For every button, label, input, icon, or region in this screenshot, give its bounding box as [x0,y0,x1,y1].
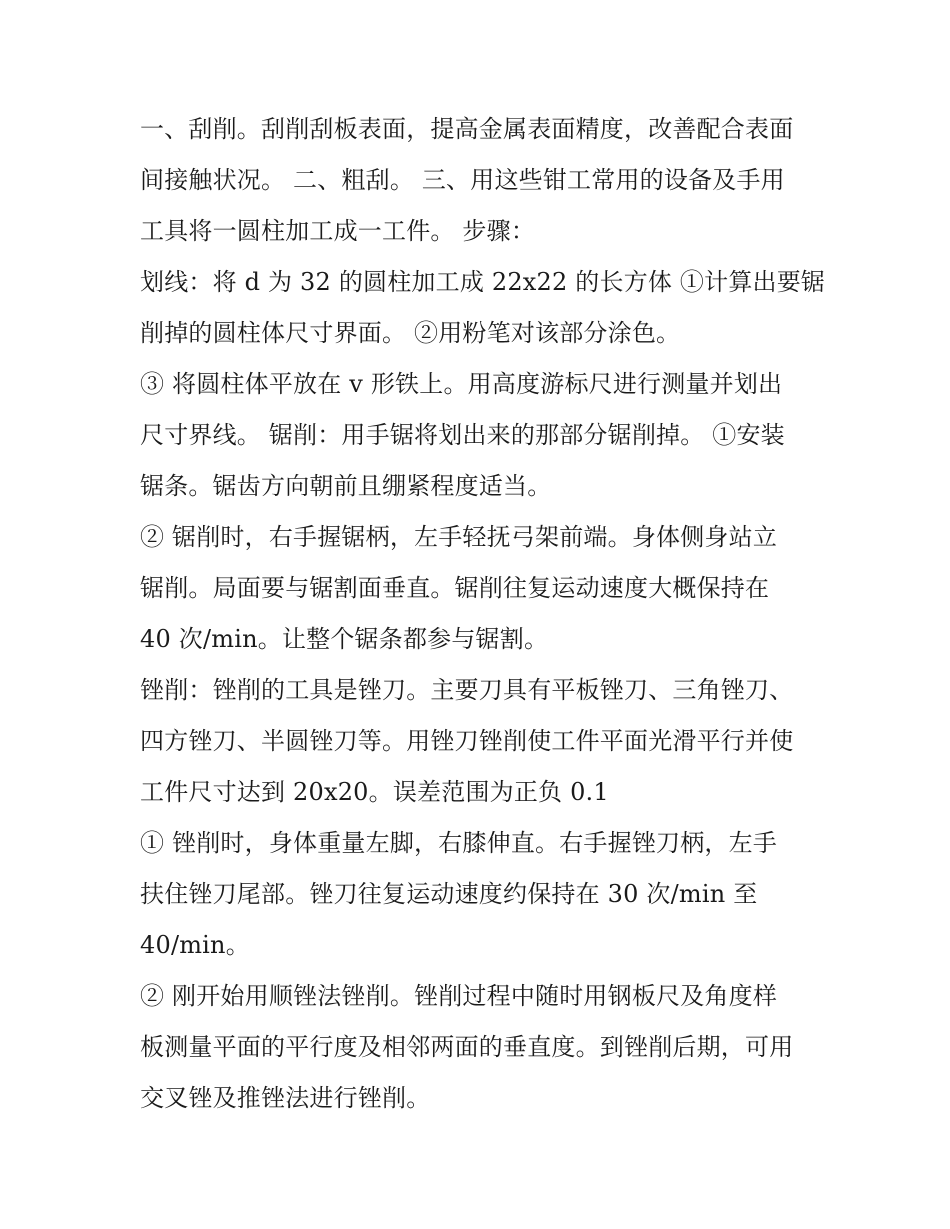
text-line: 扶住锉刀尾部。锉刀往复运动速度约保持在 30 次/min 至 [140,880,758,908]
text-line: ① 锉削时，身体重量左脚，右膝伸直。右手握锉刀柄，左手 [140,829,778,857]
text-line: ② 刚开始用顺锉法锉削。锉削过程中随时用钢板尺及角度样 [140,982,778,1010]
text-line: 交叉锉及推锉法进行锉削。 [140,1084,431,1112]
text-line: 锉削：锉削的工具是锉刀。主要刀具有平板锉刀、三角锉刀、 [140,676,794,704]
text-line: 划线：将 d 为 32 的圆柱加工成 22x22 的长方体 ①计算出要锯 [140,268,826,296]
document-body [140,104,826,1124]
text-line: 四方锉刀、半圆锉刀等。用锉刀锉削使工件平面光滑平行并使 [140,727,794,755]
text-line: 40/min。 [140,931,250,959]
text-line: 板测量平面的平行度及相邻两面的垂直度。到锉削后期，可用 [140,1033,794,1061]
text-line: ③ 将圆柱体平放在 v 形铁上。用高度游标尺进行测量并划出 [140,370,783,398]
text-line: ② 锯削时，右手握锯柄，左手轻抚弓架前端。身体侧身站立 [140,523,778,551]
text-line: 一、刮削。刮削刮板表面，提高金属表面精度，改善配合表面 [140,115,794,143]
text-line: 锯条。锯齿方向朝前且绷紧程度适当。 [140,472,552,500]
text-line: 间接触状况。 二、粗刮。 三、用这些钳工常用的设备及手用 [140,166,785,194]
text-line: 40 次/min。让整个锯条都参与锯割。 [140,625,549,653]
text-line: 尺寸界线。 锯削：用手锯将划出来的那部分锯削掉。 ①安装 [140,421,785,449]
text-line: 工件尺寸达到 20x20。误差范围为正负 0.1 [140,778,609,806]
text-line: 锯削。局面要与锯割面垂直。锯削往复运动速度大概保持在 [140,574,770,602]
text-line: 削掉的圆柱体尺寸界面。 ②用粉笔对该部分涂色。 [140,319,681,347]
text-line: 工具将一圆柱加工成一工件。 步骤： [140,217,536,245]
